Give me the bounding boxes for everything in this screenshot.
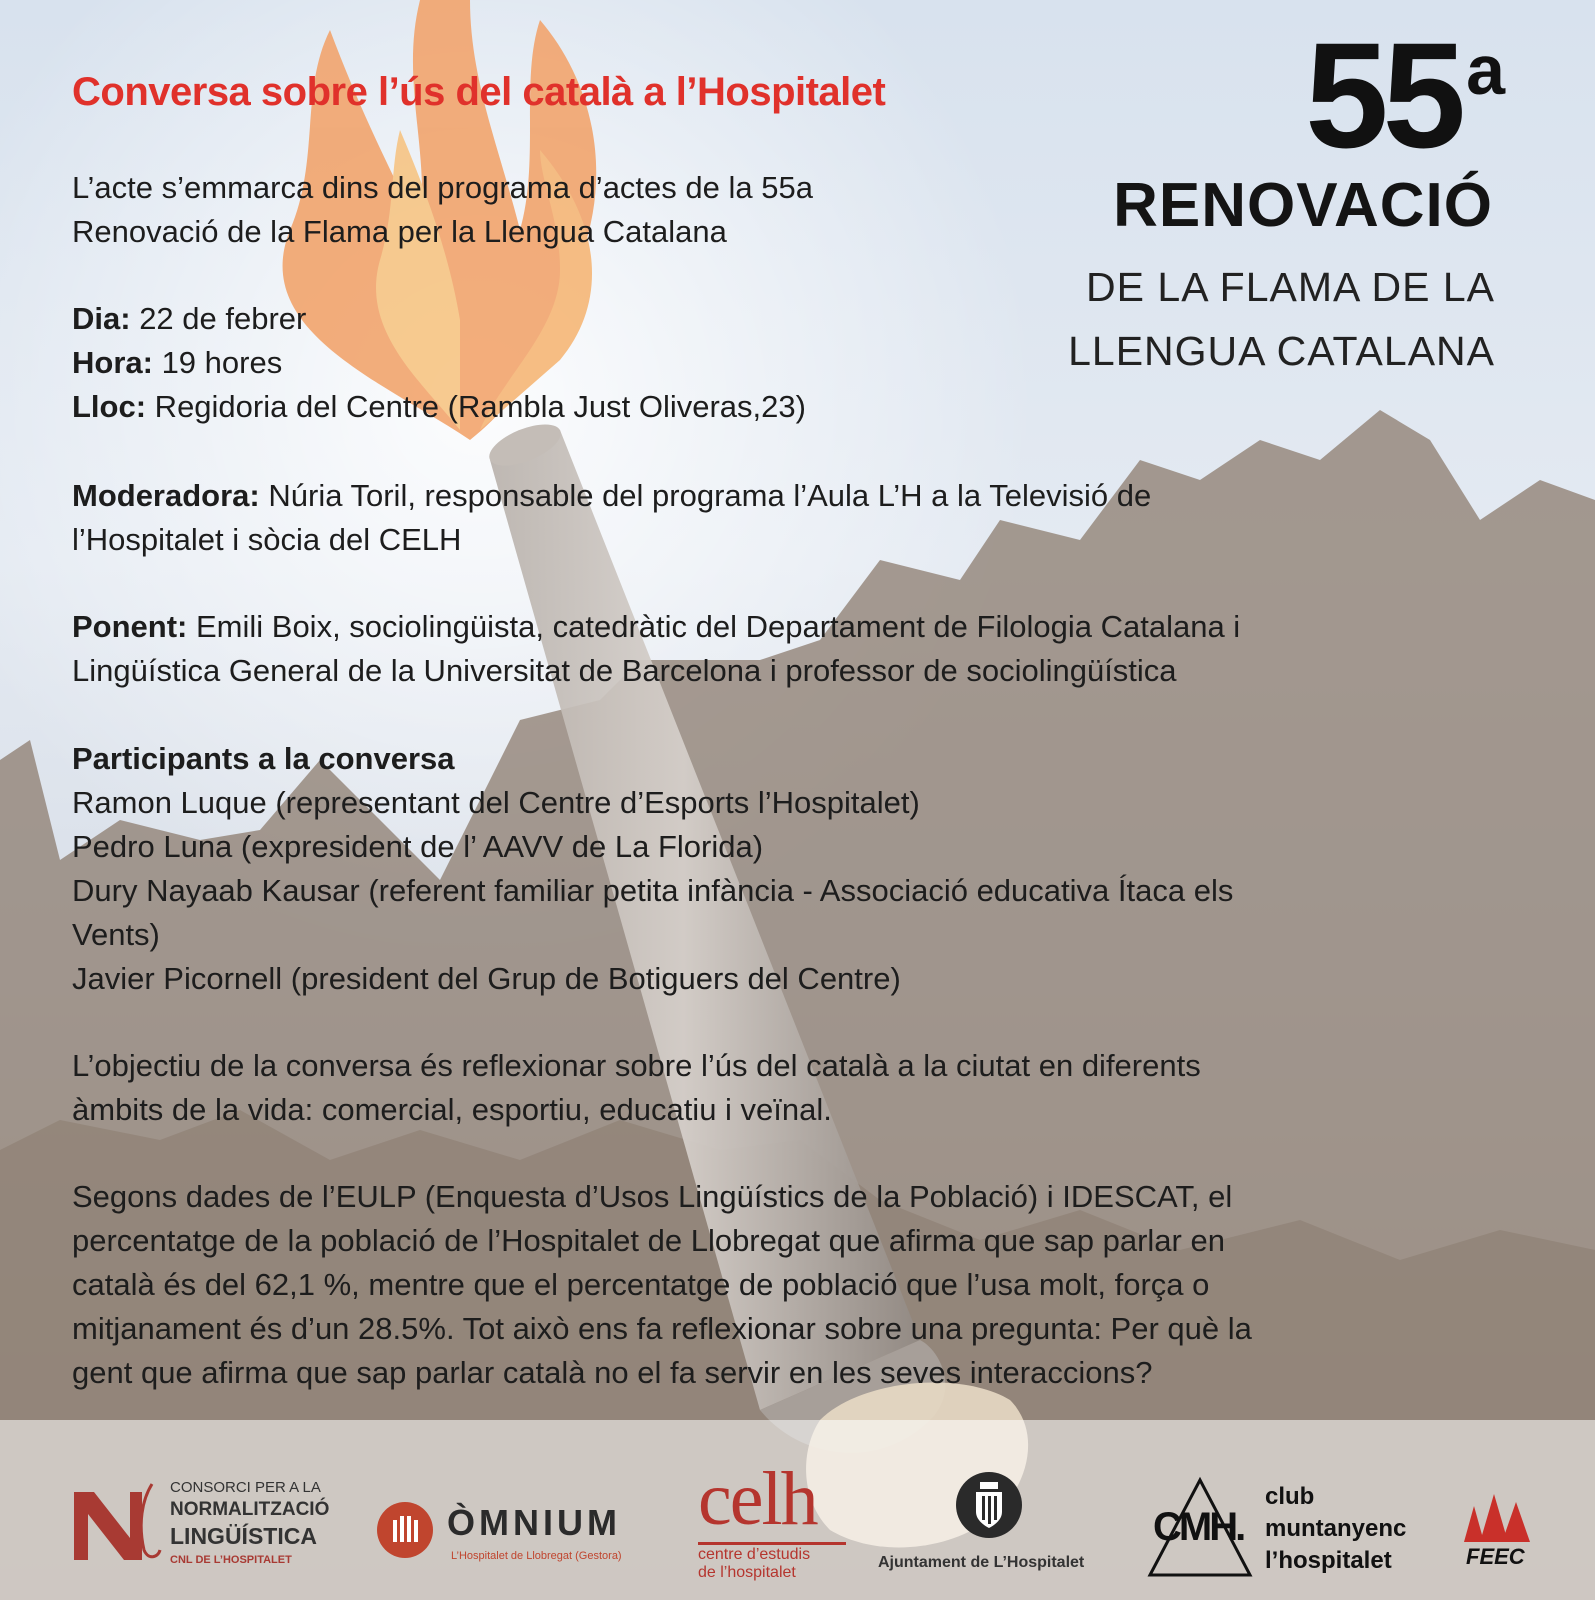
ajuntament-name: Ajuntament de L’Hospitalet: [878, 1554, 1085, 1571]
celh-logo: [698, 1457, 848, 1585]
omnium-name: ÒMNIUM: [447, 1502, 621, 1543]
lloc-value: Regidoria del Centre (Rambla Just Oliveras,23): [146, 389, 806, 424]
participants-heading: [72, 737, 1392, 781]
celh-text: [698, 1546, 810, 1582]
detail-dia: [72, 297, 1392, 341]
dades-line-1: Segons dades de l’EULP (Enquesta d’Usos Lingüístics de la Població) i IDESCAT, el: [72, 1179, 1233, 1214]
dades-paragraph: [72, 1175, 1392, 1395]
ponent-line-1: [72, 605, 1392, 649]
participant-item: Vents): [72, 917, 160, 952]
cmh-line-3: l’hospitalet: [1265, 1547, 1392, 1574]
celh-line-1: centre d’estudis: [698, 1546, 811, 1563]
hora-value: 19 hores: [152, 345, 283, 380]
dades-line-5: gent que afirma que sap parlar català no el fa servir en les seves interaccions?: [72, 1355, 1153, 1390]
ajuntament-logo: [878, 1470, 1108, 1580]
hora-label: Hora:: [72, 345, 153, 380]
cpnl-line-4: CNL DE L’HOSPITALET: [170, 1554, 292, 1566]
cmh-line-1: club: [1265, 1483, 1315, 1510]
participants-heading-text: Participants a la conversa: [72, 741, 455, 776]
lloc-label: Lloc:: [72, 389, 147, 424]
feec-logo: [1460, 1492, 1535, 1577]
feec-mark-icon: [1460, 1492, 1532, 1544]
ponent-line-2: Lingüística General de la Universitat de Barcelona i professor de sociolingüística: [72, 653, 1177, 688]
cpnl-logo: [72, 1480, 342, 1570]
ponent-section: [72, 605, 1392, 693]
flama-line-1: DE LA FLAMA DE LA: [1086, 264, 1495, 310]
cmh-text: [1265, 1481, 1406, 1577]
dades-line-2: percentatge de la població de l’Hospitalet de Llobregat que afirma que sap parlar en: [72, 1223, 1225, 1258]
detail-hora: [72, 341, 1392, 385]
celh-name: celh: [698, 1457, 817, 1541]
coat-of-arms-icon: [954, 1470, 1024, 1540]
participant-item: Pedro Luna (expresident de l’ AAVV de La Florida): [72, 829, 764, 864]
cmh-mark: CMH.: [1153, 1505, 1244, 1549]
omnium-sub: L’Hospitalet de Llobregat (Gestora): [451, 1550, 622, 1562]
moderadora-line-1: [72, 474, 1392, 518]
cmh-logo: [1145, 1475, 1407, 1585]
objectiu-line-2: àmbits de la vida: comercial, esportiu, educatiu i veïnal.: [72, 1092, 832, 1127]
participant-item: Dury Nayaab Kausar (referent familiar petita infància - Associació educativa Ítaca els: [72, 873, 1234, 908]
dades-line-3: català és del 62,1 %, mentre que el percentatge de població que l’usa molt, força o: [72, 1267, 1210, 1302]
dades-line-4: mitjanament és d’un 28.5%. Tot això ens fa reflexionar sobre una pregunta: Per què la: [72, 1311, 1252, 1346]
flama-line-2: LLENGUA CATALANA: [1068, 328, 1495, 374]
cpnl-line-3: LINGÜÍSTICA: [170, 1523, 317, 1549]
cpnl-text: [170, 1478, 329, 1570]
ponent-label: Ponent:: [72, 609, 188, 644]
edition-number-superscript: a: [1466, 31, 1505, 109]
cpnl-line-2: NORMALITZACIÓ: [170, 1499, 330, 1520]
moderadora-line-2: l’Hospitalet i sòcia del CELH: [72, 522, 462, 557]
cmh-line-2: muntanyenc: [1265, 1515, 1407, 1542]
objectiu-paragraph: [72, 1044, 1392, 1132]
cpnl-mark-icon: [72, 1480, 162, 1566]
moderadora-section: [72, 474, 1392, 562]
dia-label: Dia:: [72, 301, 131, 336]
omnium-mark-icon: [375, 1500, 435, 1560]
omnium-logo: [375, 1500, 655, 1570]
renovacio-heading: RENOVACIÓ: [1113, 171, 1493, 240]
feec-name: FEEC: [1466, 1544, 1525, 1569]
page-title: Conversa sobre l’ús del català a l’Hospitalet: [72, 70, 886, 114]
moderadora-label: Moderadora:: [72, 478, 260, 513]
moderadora-text-1: Núria Toril, responsable del programa l’Aula L’H a la Televisió de: [259, 478, 1152, 513]
objectiu-line-1: L’objectiu de la conversa és reflexionar sobre l’ús del català a la ciutat en diferents: [72, 1048, 1201, 1083]
detail-lloc: [72, 385, 1392, 429]
participant-item: Javier Picornell (president del Grup de Botiguers del Centre): [72, 961, 901, 996]
participants-section: [72, 737, 1392, 1001]
intro-line-2: Renovació de la Flama per la Llengua Catalana: [72, 214, 727, 249]
cpnl-line-1: CONSORCI PER A LA: [170, 1479, 321, 1496]
dia-value: 22 de febrer: [130, 301, 307, 336]
celh-line-2: de l’hospitalet: [698, 1564, 796, 1581]
celh-rule: [698, 1542, 846, 1545]
ponent-text-1: Emili Boix, sociolingüista, catedràtic del Departament de Filologia Catalana i: [187, 609, 1241, 644]
intro-line-1: L’acte s’emmarca dins del programa d’actes de la 55a: [72, 170, 813, 205]
intro-paragraph: [72, 166, 1392, 254]
edition-number: [1305, 11, 1505, 179]
participant-item: Ramon Luque (representant del Centre d’Esports l’Hospitalet): [72, 785, 920, 820]
event-details: [72, 297, 1392, 429]
edition-number-value: 55: [1305, 11, 1461, 179]
